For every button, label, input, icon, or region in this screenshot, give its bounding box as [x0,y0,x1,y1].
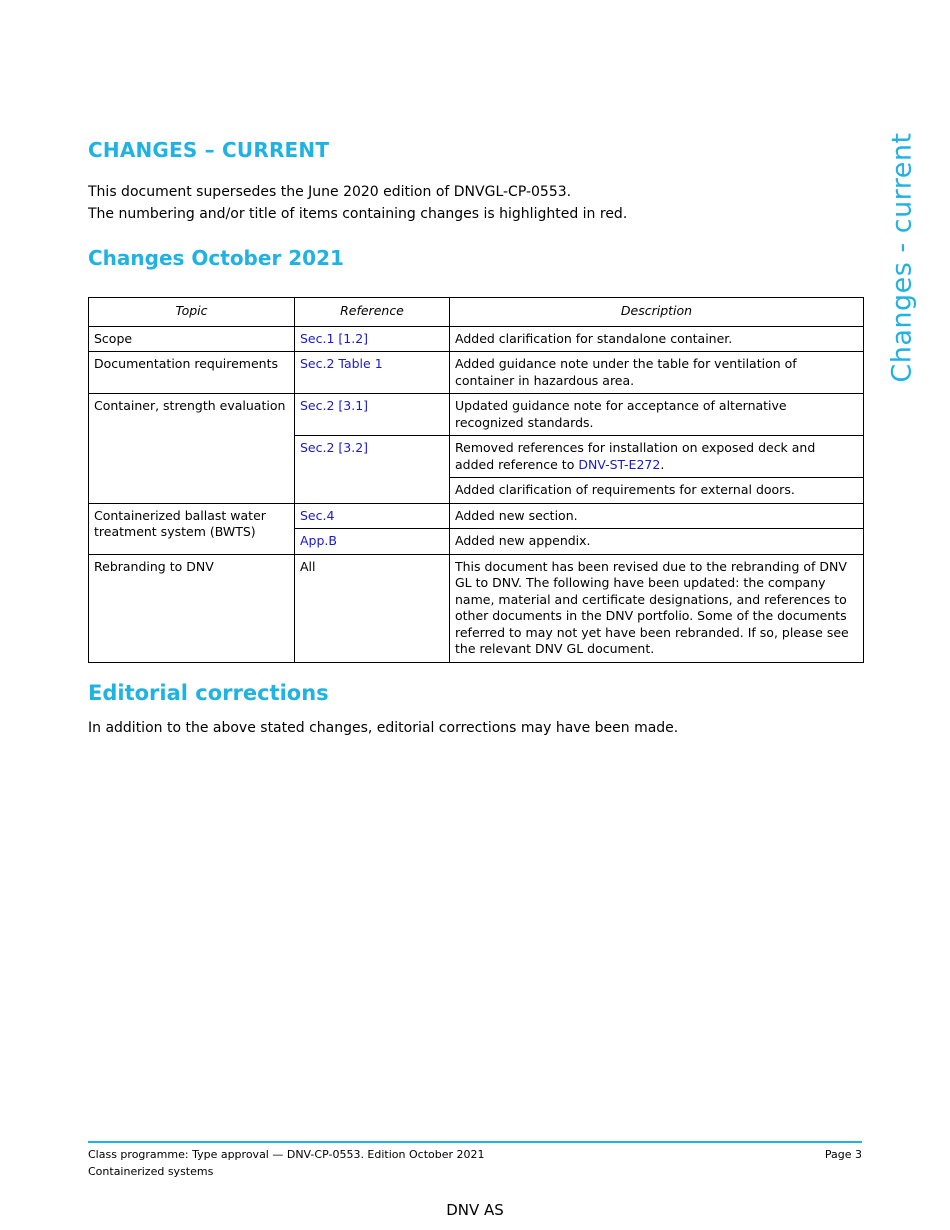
reference-link[interactable]: Sec.4 [295,503,450,529]
topic-cell: Containerized ballast water treatment system (BWTS) [89,503,295,554]
reference-link[interactable]: Sec.2 [3.1] [295,394,450,436]
editorial-heading: Editorial corrections [88,680,329,705]
description-cell: Added new appendix. [450,529,864,555]
table-row [89,554,864,662]
description-cell: Added new section. [450,503,864,529]
publisher-name: DNV AS [446,1201,504,1219]
editorial-text: In addition to the above stated changes, editorial corrections may have been made. [88,719,679,736]
reference-cell: All [295,554,450,662]
page-footer [88,1146,862,1180]
header-description: Description [450,298,864,327]
description-text: . [660,456,665,472]
page-number: Page 3 [824,1148,862,1161]
side-tab-label: Changes - current [886,132,918,383]
description-text: Removed references for installation on exposed deck and added reference to [455,440,816,472]
footer-line-2: Containerized systems [88,1165,214,1178]
topic-cell: Rebranding to DNV [89,554,295,662]
topic-cell: Scope [89,326,295,352]
table-row [89,326,864,352]
table-row [89,352,864,394]
reference-link[interactable]: Sec.2 [3.2] [295,436,450,504]
description-cell: Added guidance note under the table for ventilation of container in hazardous area. [450,352,864,394]
reference-link[interactable]: Sec.2 Table 1 [295,352,450,394]
footer-divider [88,1141,862,1143]
footer-document-info [88,1146,485,1180]
reference-link[interactable]: App.B [295,529,450,555]
topic-cell: Documentation requirements [89,352,295,394]
table-header-row [89,298,864,327]
intro-block [88,181,862,225]
intro-line-1: This document supersedes the June 2020 edition of DNVGL-CP-0553. [88,184,572,200]
changes-table [88,297,864,663]
description-cell: Updated guidance note for acceptance of alternative recognized standards. [450,394,864,436]
table-row [89,503,864,529]
reference-link[interactable]: Sec.1 [1.2] [295,326,450,352]
footer-line-1: Class programme: Type approval — DNV-CP-0553. Edition October 2021 [88,1148,485,1161]
dnv-st-e272-link[interactable]: DNV-ST-E272 [578,456,661,472]
description-cell [450,436,864,478]
topic-cell: Container, strength evaluation [89,394,295,504]
header-topic: Topic [89,298,295,327]
intro-line-2: The numbering and/or title of items containing changes is highlighted in red. [88,206,628,222]
changes-heading: Changes October 2021 [88,246,344,270]
header-reference: Reference [295,298,450,327]
description-cell: This document has been revised due to the rebranding of DNV GL to DNV. The following have been updated: the company name, material and certificate designations, and references to other documents in the DNV portfolio. Some of the documents referred to may not yet have been rebranded. If so, please see the relevant DNV GL document. [450,554,864,662]
page-title: CHANGES – CURRENT [88,138,330,162]
page-content [88,138,862,736]
description-cell: Added clarification of requirements for external doors. [450,478,864,504]
table-row [89,394,864,436]
description-cell: Added clarification for standalone container. [450,326,864,352]
side-tab [884,132,920,383]
